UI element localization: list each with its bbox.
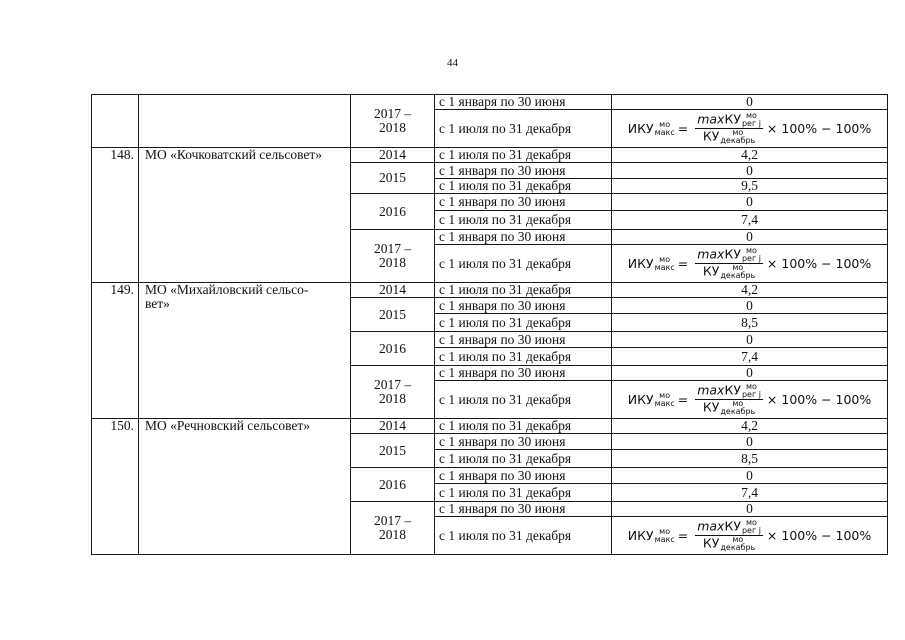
- formula-numerator: [695, 247, 763, 264]
- period-cell: с 1 января по 30 июня: [435, 502, 612, 517]
- value-cell: 4,2: [612, 419, 888, 434]
- value-cell: 9,5: [612, 179, 888, 194]
- formula-denominator: [701, 264, 757, 280]
- period-cell: с 1 января по 30 июня: [435, 434, 612, 450]
- formula-numerator: [695, 519, 763, 536]
- formula-lhs-indices: [655, 256, 675, 272]
- period-cell: с 1 июля по 31 декабря: [435, 381, 612, 419]
- row-number: 150.: [92, 419, 139, 555]
- formula-num-main: КУ: [724, 111, 741, 127]
- formula-lhs-indices: [655, 392, 675, 408]
- formula-lhs-sub: макс: [654, 534, 675, 544]
- period-cell: с 1 января по 30 июня: [435, 366, 612, 381]
- value-cell: 4,2: [612, 148, 888, 163]
- value-cell: 7,4: [612, 348, 888, 366]
- formula-lhs-sub: макс: [654, 127, 675, 137]
- value-cell: 8,5: [612, 450, 888, 468]
- formula-tail: × 100% − 100%: [766, 527, 872, 543]
- table-row: [92, 148, 888, 163]
- year-cell: 2016: [351, 468, 435, 502]
- period-cell: с 1 июля по 31 декабря: [435, 245, 612, 283]
- period-cell: с 1 января по 30 июня: [435, 332, 612, 348]
- formula-den-main: КУ: [702, 535, 720, 551]
- period-cell: с 1 июля по 31 декабря: [435, 211, 612, 230]
- formula-num-main: КУ: [724, 382, 741, 398]
- value-cell: 0: [612, 163, 888, 179]
- table-row: [92, 95, 888, 110]
- formula-lhs-sup: мо: [659, 119, 671, 129]
- formula-equals: =: [677, 527, 689, 543]
- year-cell: 2014: [351, 148, 435, 163]
- period-cell: с 1 июля по 31 декабря: [435, 419, 612, 434]
- period-cell: с 1 января по 30 июня: [435, 298, 612, 314]
- formula-cell: [612, 381, 888, 419]
- row-number: 149.: [92, 283, 139, 419]
- formula-cell: [612, 517, 888, 555]
- formula-fraction: [695, 519, 763, 552]
- row-number: [92, 95, 139, 148]
- formula-num-sup: мо: [745, 382, 757, 391]
- formula-den-indices: [720, 536, 755, 552]
- value-cell: 0: [612, 434, 888, 450]
- formula-den-sub: декабрь: [720, 543, 756, 552]
- iku-formula: [628, 112, 872, 145]
- formula-num-sub: рег j: [741, 119, 761, 128]
- formula-den-sub: декабрь: [720, 407, 756, 416]
- period-cell: с 1 января по 30 июня: [435, 163, 612, 179]
- formula-den-sup: мо: [732, 399, 744, 408]
- value-cell: 0: [612, 298, 888, 314]
- formula-max: max: [697, 518, 725, 534]
- formula-num-sub: рег j: [741, 254, 761, 263]
- formula-lhs-sub: макс: [654, 398, 675, 408]
- formula-lhs-sup: мо: [659, 254, 671, 264]
- year-cell: 2016: [351, 332, 435, 366]
- page-number: 44: [447, 57, 458, 69]
- formula-denominator: [701, 400, 757, 416]
- indices-table: [91, 94, 888, 555]
- table-row: [92, 283, 888, 298]
- municipality-name: МО «Михайловский сельсо- вет»: [139, 283, 351, 419]
- formula-num-sub: рег j: [741, 526, 761, 535]
- formula-den-indices: [720, 129, 755, 145]
- formula-lhs: ИКУ: [627, 527, 654, 543]
- formula-num-main: КУ: [724, 246, 741, 262]
- period-cell: с 1 июля по 31 декабря: [435, 348, 612, 366]
- formula-denominator: [701, 536, 757, 552]
- formula-numerator: [695, 112, 763, 129]
- municipality-name: МО «Кочковатский сельсовет»: [139, 148, 351, 283]
- period-cell: с 1 июля по 31 декабря: [435, 517, 612, 555]
- formula-num-indices: [742, 112, 761, 128]
- period-cell: с 1 июля по 31 декабря: [435, 110, 612, 148]
- formula-lhs-indices: [655, 121, 675, 137]
- formula-lhs-sup: мо: [659, 390, 671, 400]
- period-cell: с 1 июля по 31 декабря: [435, 148, 612, 163]
- value-cell: 0: [612, 230, 888, 245]
- formula-lhs: ИКУ: [627, 391, 654, 407]
- formula-cell: [612, 245, 888, 283]
- value-cell: 0: [612, 332, 888, 348]
- table-row: [92, 419, 888, 434]
- formula-lhs: ИКУ: [627, 255, 654, 271]
- value-cell: 0: [612, 194, 888, 211]
- period-cell: с 1 июля по 31 декабря: [435, 484, 612, 502]
- iku-formula: [628, 519, 872, 552]
- formula-den-sup: мо: [732, 263, 744, 272]
- formula-max: max: [697, 111, 725, 127]
- formula-fraction: [695, 247, 763, 280]
- formula-max: max: [697, 382, 725, 398]
- period-cell: с 1 января по 30 июня: [435, 95, 612, 110]
- year-cell: 2014: [351, 419, 435, 434]
- value-cell: 0: [612, 468, 888, 484]
- municipality-name: МО «Речновский сельсовет»: [139, 419, 351, 555]
- year-cell: 2017 – 2018: [351, 366, 435, 419]
- value-cell: 4,2: [612, 283, 888, 298]
- formula-den-indices: [720, 264, 755, 280]
- value-cell: 7,4: [612, 211, 888, 230]
- formula-max: max: [697, 246, 725, 262]
- formula-numerator: [695, 383, 763, 400]
- formula-equals: =: [677, 391, 689, 407]
- formula-tail: × 100% − 100%: [766, 120, 872, 136]
- formula-num-sup: мо: [745, 111, 757, 120]
- formula-equals: =: [677, 255, 689, 271]
- year-cell: 2017 – 2018: [351, 230, 435, 283]
- period-cell: с 1 июля по 31 декабря: [435, 179, 612, 194]
- year-cell: 2015: [351, 298, 435, 332]
- formula-tail: × 100% − 100%: [766, 391, 872, 407]
- formula-num-main: КУ: [724, 518, 741, 534]
- iku-formula: [628, 383, 872, 416]
- formula-den-sub: декабрь: [720, 136, 756, 145]
- value-cell: 8,5: [612, 314, 888, 332]
- formula-fraction: [695, 383, 763, 416]
- formula-den-indices: [720, 400, 755, 416]
- value-cell: 0: [612, 366, 888, 381]
- formula-num-indices: [742, 383, 761, 399]
- formula-lhs: ИКУ: [627, 120, 654, 136]
- value-cell: 0: [612, 95, 888, 110]
- year-cell: 2016: [351, 194, 435, 230]
- formula-num-sup: мо: [745, 518, 757, 527]
- formula-lhs-sub: макс: [654, 262, 675, 272]
- formula-denominator: [701, 129, 757, 145]
- formula-lhs-sup: мо: [659, 526, 671, 536]
- formula-lhs-indices: [655, 528, 675, 544]
- year-cell: 2015: [351, 163, 435, 194]
- formula-equals: =: [677, 120, 689, 136]
- year-cell: 2014: [351, 283, 435, 298]
- formula-den-sup: мо: [732, 535, 744, 544]
- formula-den-sub: декабрь: [720, 271, 756, 280]
- formula-cell: [612, 110, 888, 148]
- formula-num-indices: [742, 519, 761, 535]
- formula-fraction: [695, 112, 763, 145]
- value-cell: 0: [612, 502, 888, 517]
- period-cell: с 1 июля по 31 декабря: [435, 283, 612, 298]
- period-cell: с 1 января по 30 июня: [435, 194, 612, 211]
- period-cell: с 1 июля по 31 декабря: [435, 314, 612, 332]
- year-cell: 2017 – 2018: [351, 95, 435, 148]
- formula-den-main: КУ: [702, 263, 720, 279]
- period-cell: с 1 января по 30 июня: [435, 468, 612, 484]
- row-number: 148.: [92, 148, 139, 283]
- year-cell: 2015: [351, 434, 435, 468]
- value-cell: 7,4: [612, 484, 888, 502]
- formula-num-indices: [742, 247, 761, 263]
- year-cell: 2017 – 2018: [351, 502, 435, 555]
- formula-den-main: КУ: [702, 128, 720, 144]
- formula-den-sup: мо: [732, 128, 744, 137]
- iku-formula: [628, 247, 872, 280]
- period-cell: с 1 июля по 31 декабря: [435, 450, 612, 468]
- formula-num-sub: рег j: [741, 390, 761, 399]
- municipality-name: [139, 95, 351, 148]
- period-cell: с 1 января по 30 июня: [435, 230, 612, 245]
- formula-den-main: КУ: [702, 399, 720, 415]
- formula-num-sup: мо: [745, 246, 757, 255]
- formula-tail: × 100% − 100%: [766, 255, 872, 271]
